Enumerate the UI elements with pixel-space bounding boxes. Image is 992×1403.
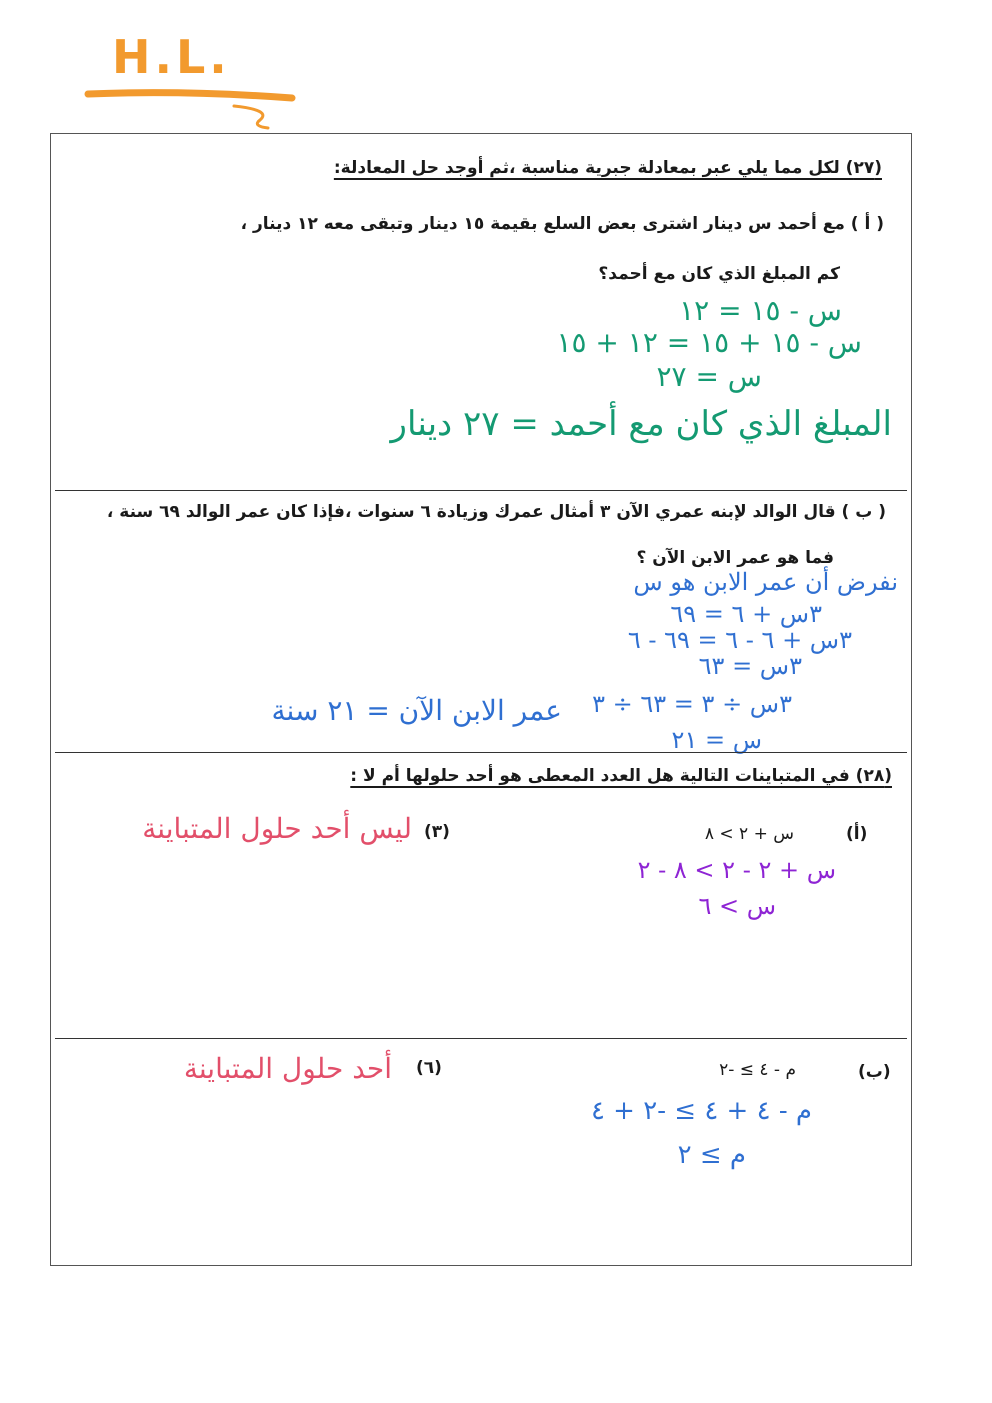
q27b-answer: عمر الابن الآن = ٢١ سنة [271, 694, 562, 727]
q28a-given-number: (٣) [424, 822, 450, 842]
q27a-answer: المبلغ الذي كان مع أحمد = ٢٧ دينار [390, 404, 892, 444]
q27a-work-line-1: س - ١٥ = ١٢ [679, 294, 842, 327]
q27b-work-line-1: نفرض أن عمر الابن هو س [633, 568, 898, 596]
divider-q28a-q28b [55, 1038, 907, 1039]
q28b-given-number: (٦) [416, 1058, 442, 1078]
q28b-label: (ب) [858, 1062, 891, 1082]
q27a-statement: ( أ ) مع أحمد س دينار اشترى بعض السلع بقيمة ١٥ دينار وتبقى معه ١٢ دينار ، [240, 214, 884, 234]
q27b-statement: ( ب ) قال الوالد لإبنه عمري الآن ٣ أمثال عمرك وزيادة ٦ سنوات ،فإذا كان عمر الوالد ٦٩ سنة ، [106, 502, 886, 522]
q28a-inequality: س + ٢ > ٨ [704, 824, 794, 844]
q28b-work-line-1: م - ٤ + ٤ ≥ -٢ + ٤ [590, 1096, 812, 1126]
q27a-question: كم المبلغ الذي كان مع أحمد؟ [598, 264, 840, 284]
q27b-work-line-3: ٣س + ٦ - ٦ = ٦٩ - ٦ [627, 626, 852, 654]
divider-q27-q28 [55, 752, 907, 753]
q28a-work-line-2: س > ٦ [698, 892, 776, 920]
q28b-verdict: أحد حلول المتباينة [183, 1052, 392, 1085]
q27b-work-line-5: ٣س ÷ ٣ = ٦٣ ÷ ٣ [592, 690, 792, 718]
corner-note-underline [84, 86, 299, 131]
q27-title: (٢٧) لكل مما يلي عبر بمعادلة جبرية مناسبة ،ثم أوجد حل المعادلة: [333, 158, 882, 178]
q28-title: (٢٨) في المتباينات التالية هل العدد المعطى هو أحد حلولها أم لا : [350, 766, 892, 786]
divider-q27a-q27b [55, 490, 907, 491]
q28b-inequality: م - ٤ ≥ -٢ [719, 1060, 796, 1080]
q27b-work-line-2: ٣س + ٦ = ٦٩ [670, 600, 822, 628]
q28a-work-line-1: س + ٢ - ٢ > ٨ - ٢ [637, 856, 836, 884]
q27b-question: فما هو عمر الابن الآن ؟ [636, 548, 834, 568]
q28a-verdict: ليس أحد حلول المتباينة [142, 812, 412, 845]
q27a-work-line-2: س - ١٥ + ١٥ = ١٢ + ١٥ [556, 326, 862, 359]
q28b-work-line-2: م ≥ ٢ [677, 1140, 746, 1170]
q27b-work-line-6: س = ٢١ [671, 726, 762, 754]
corner-note: H.L. [112, 30, 231, 84]
q28a-label: (أ) [846, 824, 868, 844]
q27a-work-line-3: س = ٢٧ [656, 360, 762, 393]
q27b-work-line-4: ٣س = ٦٣ [698, 652, 802, 680]
